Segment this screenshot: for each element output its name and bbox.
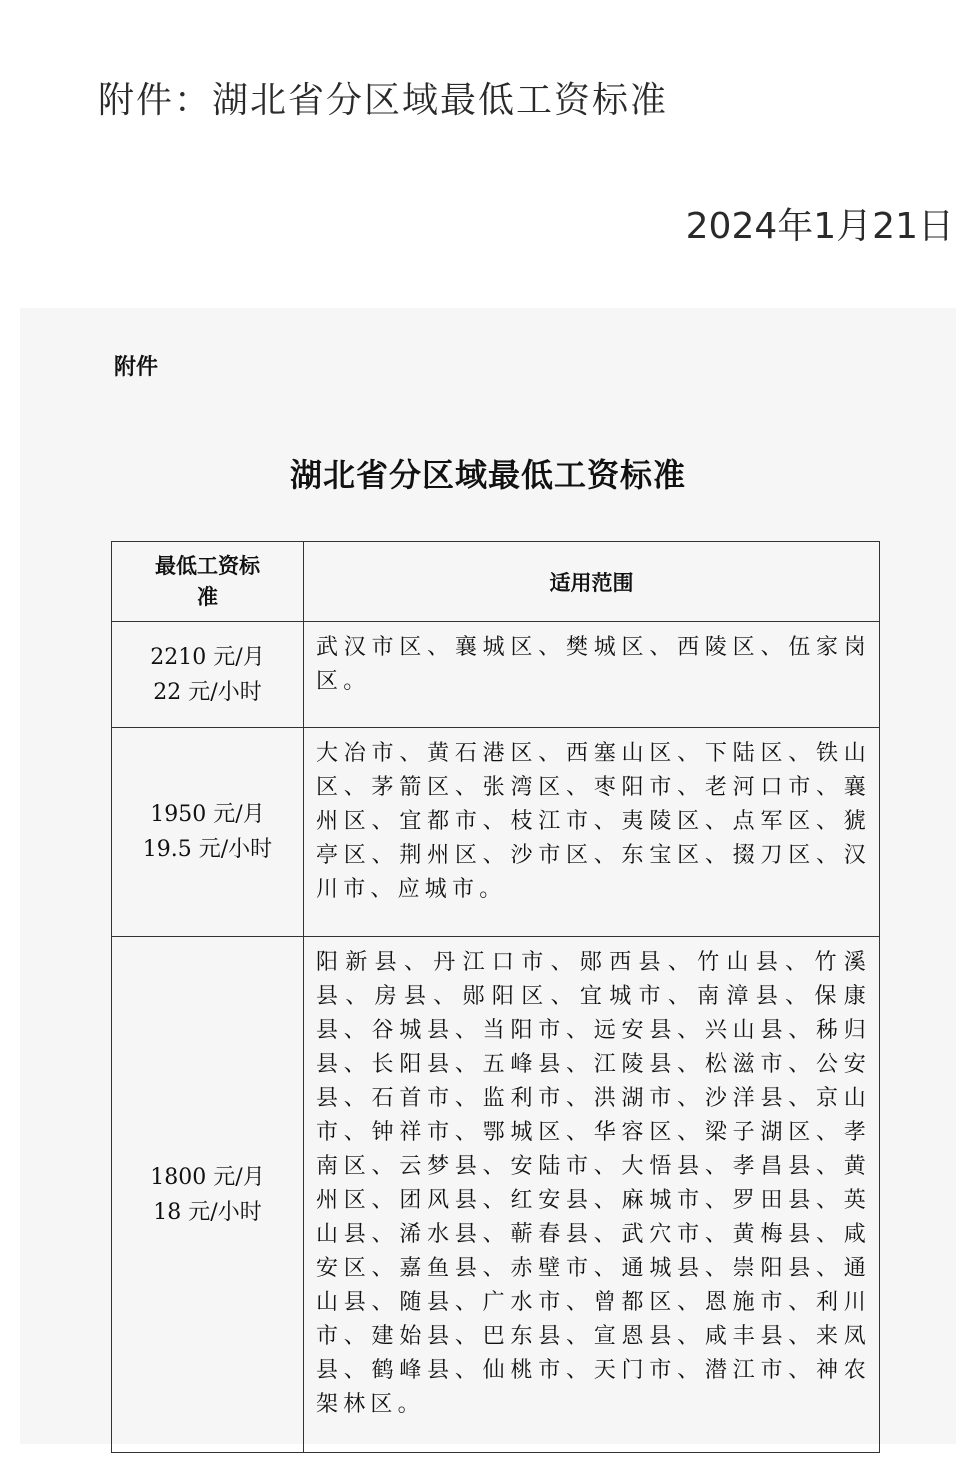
hourly-wage: 19.5 元/小时 — [142, 837, 273, 862]
post-title: 附件：湖北省分区域最低工资标准 — [98, 80, 669, 121]
document-image[interactable] — [20, 308, 956, 1444]
scope-cell: 阳新县、丹江口市、郧西县、竹山县、竹溪县、房县、郧阳区、宜城市、南漳县、保康县、谷城县、当阳市、远安县、兴山县、秭归县、长阳县、五峰县、江陵县、松滋市、公安县、石首市、监利市、洪湖市、沙洋县、京山市、钟祥市、鄂城区、华容区、梁子湖区、孝南区、云梦县、安陆市、大悟县、孝昌县、黄州区、团风县、红安县、麻城市、罗田县、英山县、浠水县、蕲春县、武穴市、黄梅县、咸安区、嘉鱼县、赤壁市、通城县、崇阳县、通山县、随县、广水市、曾都区、恩施市、利川市、建始县、巴东县、宣恩县、咸丰县、来凤县、鹤峰县、仙桃市、天门市、潜江市、神农架林区。 — [304, 937, 880, 1453]
table-header-row — [112, 542, 880, 622]
hourly-wage: 18 元/小时 — [153, 1199, 262, 1225]
wage-standard-cell — [112, 728, 304, 937]
document-label: 附件 — [114, 355, 159, 380]
monthly-wage: 1950 元/月 — [150, 802, 265, 827]
hourly-wage: 22 元/小时 — [153, 679, 262, 705]
table-row — [112, 728, 880, 937]
header-scope: 适用范围 — [304, 542, 880, 622]
document-heading: 湖北省分区域最低工资标准 — [289, 456, 686, 494]
monthly-wage: 2210 元/月 — [150, 644, 265, 670]
header-standard — [112, 542, 304, 622]
post-date: 2024年1月21日 — [685, 206, 954, 247]
monthly-wage: 1800 元/月 — [150, 1164, 265, 1190]
wage-standard-cell — [112, 937, 304, 1453]
table-row — [112, 937, 880, 1453]
scope-cell: 大冶市、黄石港区、西塞山区、下陆区、铁山区、茅箭区、张湾区、枣阳市、老河口市、襄州区、宜都市、枝江市、夷陵区、点军区、猇亭区、荆州区、沙市区、东宝区、掇刀区、汉川市、应城市。 — [304, 728, 880, 937]
header-standard-label: 最低工资标准 — [155, 553, 260, 609]
wage-table — [111, 541, 880, 1453]
table-row — [112, 622, 880, 728]
scope-cell: 武汉市区、襄城区、樊城区、西陵区、伍家岗区。 — [304, 622, 880, 728]
wage-standard-cell — [112, 622, 304, 728]
